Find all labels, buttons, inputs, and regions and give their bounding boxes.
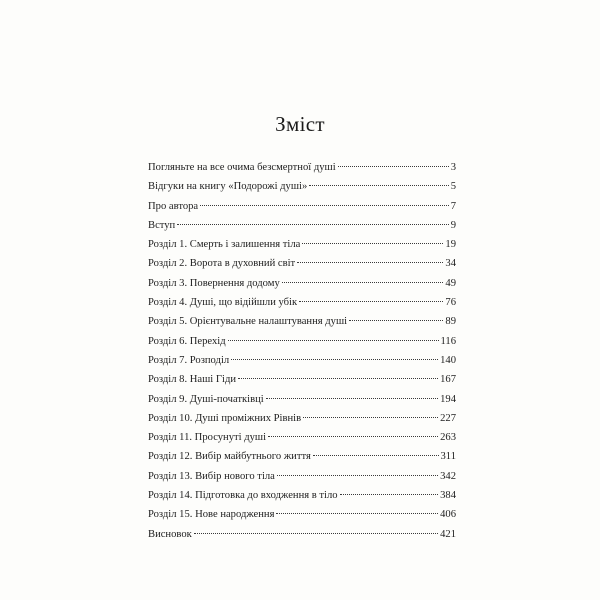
toc-entry-label: Відгуки на книгу «Подорожі душі»	[148, 181, 308, 193]
toc-entry	[148, 332, 456, 351]
toc-entry-label: Розділ 6. Перехід	[148, 335, 226, 347]
toc-entry-page-number: 406	[440, 509, 456, 521]
toc-entry-label: Розділ 7. Розподіл	[148, 354, 230, 366]
toc-entry-label: Розділ 5. Орієнтувальне налаштування душі	[148, 316, 348, 328]
toc-entry-page-number: 263	[440, 432, 456, 444]
toc-entry-label: Розділ 13. Вибір нового тіла	[148, 470, 275, 482]
dot-leader	[200, 205, 449, 206]
toc-entry	[148, 254, 456, 273]
toc-entry	[148, 525, 456, 544]
toc-entry-page-number: 342	[440, 470, 456, 482]
dot-leader	[268, 436, 438, 437]
dot-leader	[231, 359, 438, 360]
toc-entry	[148, 486, 456, 505]
toc-entry-label: Розділ 14. Підготовка до входження в тіло	[148, 490, 338, 502]
dot-leader	[276, 513, 438, 514]
toc-entry	[148, 235, 456, 254]
toc-entry	[148, 293, 456, 312]
dot-leader	[338, 166, 449, 167]
toc-entry-label: Висновок	[148, 528, 192, 540]
toc-entry	[148, 158, 456, 177]
toc-entry-page-number: 89	[445, 316, 456, 328]
toc-entry-label: Розділ 2. Ворота в духовний світ	[148, 258, 296, 270]
toc-entry-page-number: 76	[445, 297, 456, 309]
toc-entry-label: Погляньте на все очима безсмертної душі	[148, 162, 336, 173]
toc-entry-page-number: 384	[440, 490, 456, 502]
dot-leader	[228, 340, 439, 341]
dot-leader	[303, 417, 438, 418]
page-title: Зміст	[275, 112, 325, 136]
toc-entry-label: Розділ 9. Душі-початківці	[148, 393, 264, 405]
toc-entry-label: Розділ 15. Нове народження	[148, 509, 275, 521]
dot-leader	[194, 533, 438, 534]
toc-entry-label: Розділ 11. Просунуті душі	[148, 432, 267, 444]
toc-entry	[148, 467, 456, 486]
toc-entry-label: Розділ 12. Вибір майбутнього життя	[148, 451, 311, 463]
toc-entry-page-number: 140	[440, 354, 456, 366]
toc-entry-page-number: 19	[445, 239, 456, 251]
toc-entry-page-number: 9	[450, 219, 456, 231]
toc-entry	[148, 177, 456, 196]
toc-entry-page-number: 49	[445, 277, 456, 289]
table-of-contents	[148, 158, 456, 544]
toc-entry-page-number: 421	[440, 528, 456, 540]
toc-entry	[148, 409, 456, 428]
toc-entry	[148, 274, 456, 293]
toc-entry	[148, 447, 456, 466]
toc-entry-label: Розділ 3. Повернення додому	[148, 277, 280, 289]
dot-leader	[238, 378, 438, 379]
toc-entry-page-number: 167	[440, 374, 456, 386]
dot-leader	[299, 301, 443, 302]
toc-entry-label: Розділ 4. Душі, що відійшли убік	[148, 297, 298, 309]
dot-leader	[349, 320, 443, 321]
toc-entry-label: Розділ 10. Душі проміжних Рівнів	[148, 412, 302, 424]
toc-entry-label: Розділ 8. Наші Гіди	[148, 374, 237, 386]
toc-entry	[148, 216, 456, 235]
toc-entry-page-number: 5	[450, 181, 456, 193]
toc-entry-page-number: 311	[440, 451, 456, 463]
toc-entry	[148, 197, 456, 216]
toc-entry	[148, 390, 456, 409]
dot-leader	[340, 494, 439, 495]
toc-entry-page-number: 227	[440, 412, 456, 424]
toc-entry-page-number: 34	[445, 258, 456, 270]
dot-leader	[277, 475, 438, 476]
toc-entry	[148, 370, 456, 389]
toc-entry-label: Про автора	[148, 200, 199, 212]
toc-entry-page-number: 116	[440, 335, 456, 347]
toc-entry-label: Розділ 1. Смерть і залишення тіла	[148, 239, 301, 251]
toc-entry	[148, 505, 456, 524]
toc-entry	[148, 312, 456, 331]
toc-entry	[148, 428, 456, 447]
dot-leader	[313, 455, 439, 456]
toc-entry-page-number: 3	[450, 162, 456, 173]
toc-entry-page-number: 7	[450, 200, 456, 212]
dot-leader	[309, 185, 448, 186]
toc-entry	[148, 351, 456, 370]
toc-entry-label: Вступ	[148, 219, 176, 231]
dot-leader	[302, 243, 443, 244]
toc-entry-page-number: 194	[440, 393, 456, 405]
dot-leader	[282, 282, 444, 283]
dot-leader	[297, 262, 443, 263]
dot-leader	[177, 224, 448, 225]
dot-leader	[266, 398, 438, 399]
